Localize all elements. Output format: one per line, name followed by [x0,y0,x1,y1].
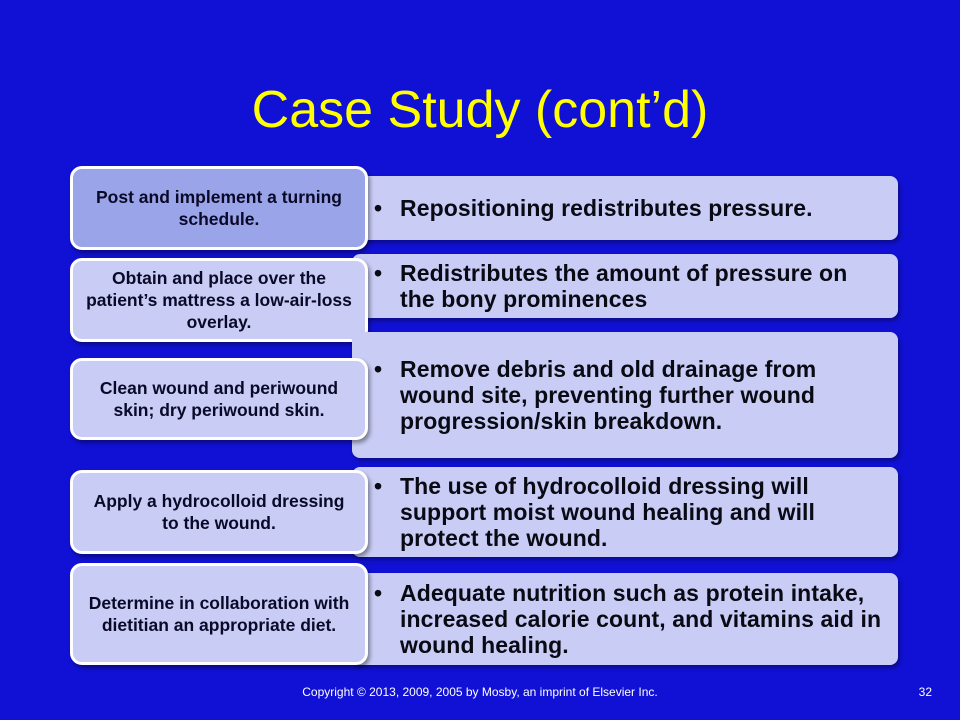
rationale-box-1 [352,176,898,240]
slide-title: Case Study (cont’d) [251,81,709,139]
rationale-box-5 [352,573,898,665]
bullet: • [374,260,383,286]
rationale-box-2 [352,254,898,318]
bullet: • [374,580,383,606]
rationale-label-4: The use of hydrocolloid dressing will support moist wound healing and will protect the wound. [400,473,816,551]
rationale-text-5 [374,580,884,658]
rationale-text-3 [374,356,884,434]
rationale-label-3: Remove debris and old drainage from wound site, preventing further wound progression/skin breakdown. [400,356,817,434]
bullet: • [374,473,383,499]
bullet: • [374,195,383,221]
rationale-text-2 [374,260,884,312]
rationale-text-4 [374,473,884,551]
rationale-label-5: Adequate nutrition such as protein intake, increased calorie count, and vitamins aid in wound healing. [400,580,882,658]
copyright-footer: Copyright © 2013, 2009, 2005 by Mosby, an imprint of Elsevier Inc. [302,685,658,699]
action-box-1: Post and implement a turning schedule. [70,166,368,250]
rationale-box-3 [352,332,898,458]
rationale-label-1: Repositioning redistributes pressure. [400,195,813,221]
action-box-4: Apply a hydrocolloid dressing to the wound. [70,470,368,554]
rationale-text-1 [374,195,813,221]
action-box-3: Clean wound and periwound skin; dry periwound skin. [70,358,368,440]
page-number: 32 [918,685,932,699]
action-box-5: Determine in collaboration with dietitian an appropriate diet. [70,563,368,665]
rationale-label-2: Redistributes the amount of pressure on the bony prominences [400,260,848,312]
bullet: • [374,356,383,382]
action-box-2: Obtain and place over the patient’s mattress a low-air-loss overlay. [70,258,368,342]
rationale-box-4 [352,467,898,557]
